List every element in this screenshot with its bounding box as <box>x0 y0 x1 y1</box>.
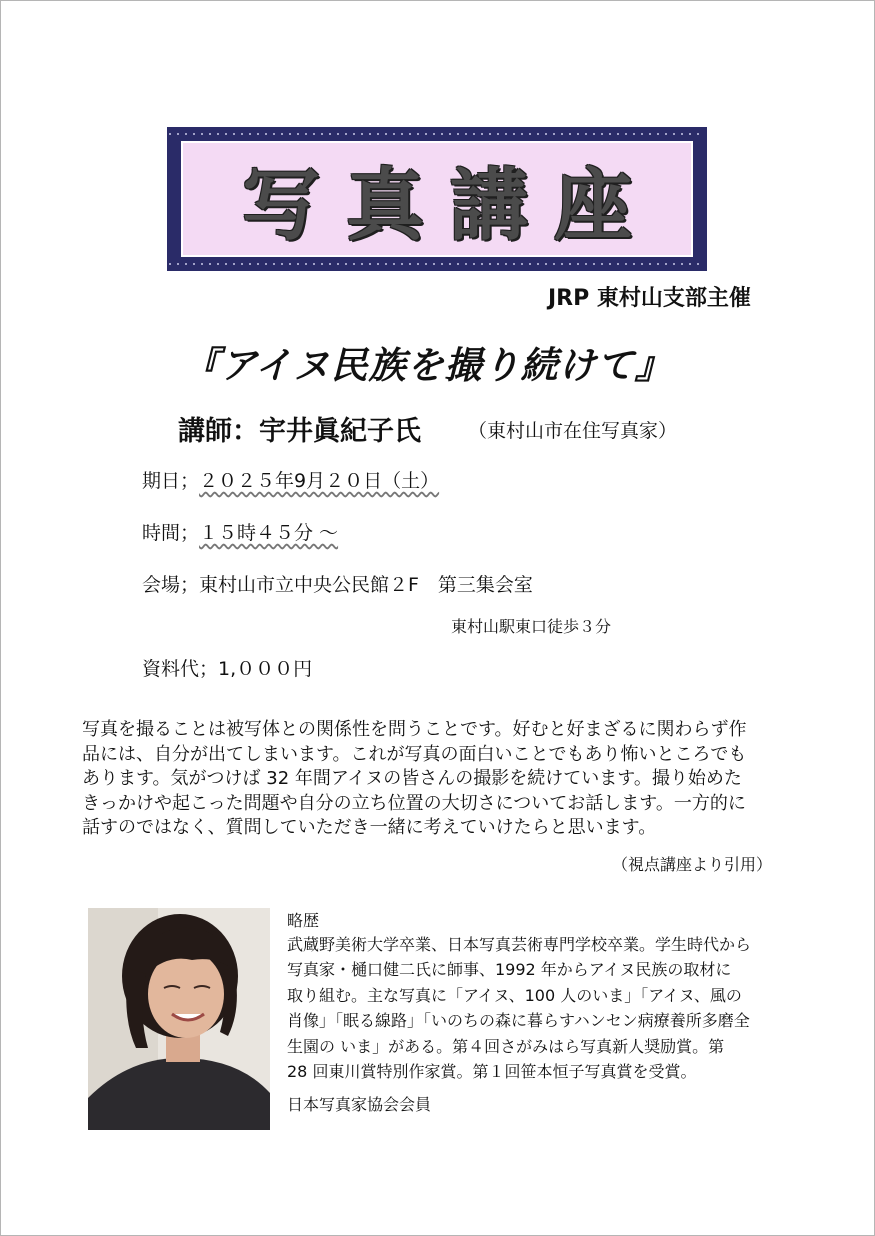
description-line: 写真を撮ることは被写体との関係性を問うことです。好むと好まざるに関わらず作 <box>82 719 747 740</box>
description-line: あります。気がつけば 32 年間アイヌの皆さんの撮影を続けています。撮り始めた <box>82 768 742 790</box>
profile-line: 武蔵野美術大学卒業、日本写真芸術専門学校卒業。学生時代から <box>287 935 752 954</box>
profile-line: 写真家・樋口健二氏に師事、1992 年からアイヌ民族の取材に <box>287 960 732 980</box>
lecturer-photo <box>88 908 270 1130</box>
sponsor-line: JRP 東村山支部主催 <box>548 286 751 311</box>
venue-access: 東村山駅東口徒歩３分 <box>451 617 612 636</box>
profile-line: 生園の いま」がある。第４回さがみはら写真新人奨励賞。第 <box>287 1036 725 1056</box>
profile-line: 肖像」「眠る線路」「いのちの森に暮らすハンセン病療養所多磨全 <box>287 1011 750 1031</box>
profile-line: 取り組む。主な写真に「アイヌ、100 人のいま」「アイヌ、風の <box>287 985 742 1005</box>
membership: 日本写真家協会会員 <box>287 1095 432 1114</box>
event-date <box>142 466 439 493</box>
date-label: 期日； <box>142 470 200 492</box>
banner-dots-top <box>169 130 705 138</box>
event-fee: 資料代；1,０００円 <box>142 658 313 680</box>
lecturer-note: （東村山市在住写真家） <box>468 420 678 442</box>
banner-panel <box>181 141 693 257</box>
lecturer-name: 講師：宇井眞紀子氏 <box>178 416 421 447</box>
description <box>82 718 802 841</box>
portrait-illustration <box>88 908 270 1130</box>
time-label: 時間； <box>142 522 200 544</box>
date-value: ２０２５年9月２０日（土） <box>199 470 440 492</box>
talk-title: 『アイヌ民族を撮り続けて』 <box>182 344 673 387</box>
time-value: １５時４５分 ～ <box>199 522 339 544</box>
description-line: きっかけや起こった問題や自分の立ち位置の大切さについてお話します。一方的に <box>82 792 746 814</box>
banner-dots-bottom <box>169 260 705 268</box>
citation: （視点講座より引用） <box>612 855 773 874</box>
profile-line: 28 回東川賞特別作家賞。第１回笹本恒子写真賞を受賞。 <box>287 1062 697 1082</box>
event-time <box>142 518 338 545</box>
description-line: 話すのではなく、質問していただき一緒に考えていけたらと思います。 <box>82 817 657 839</box>
description-line: 品には、自分が出てしまいます。これが写真の面白いことでもあり怖いところでも <box>82 743 747 765</box>
title-banner <box>167 127 707 271</box>
banner-title: 写真講座 <box>241 161 658 251</box>
profile-text <box>287 932 807 1084</box>
profile-heading: 略歴 <box>287 911 320 930</box>
event-venue: 会場；東村山市立中央公民館２F 第三集会室 <box>142 574 533 596</box>
